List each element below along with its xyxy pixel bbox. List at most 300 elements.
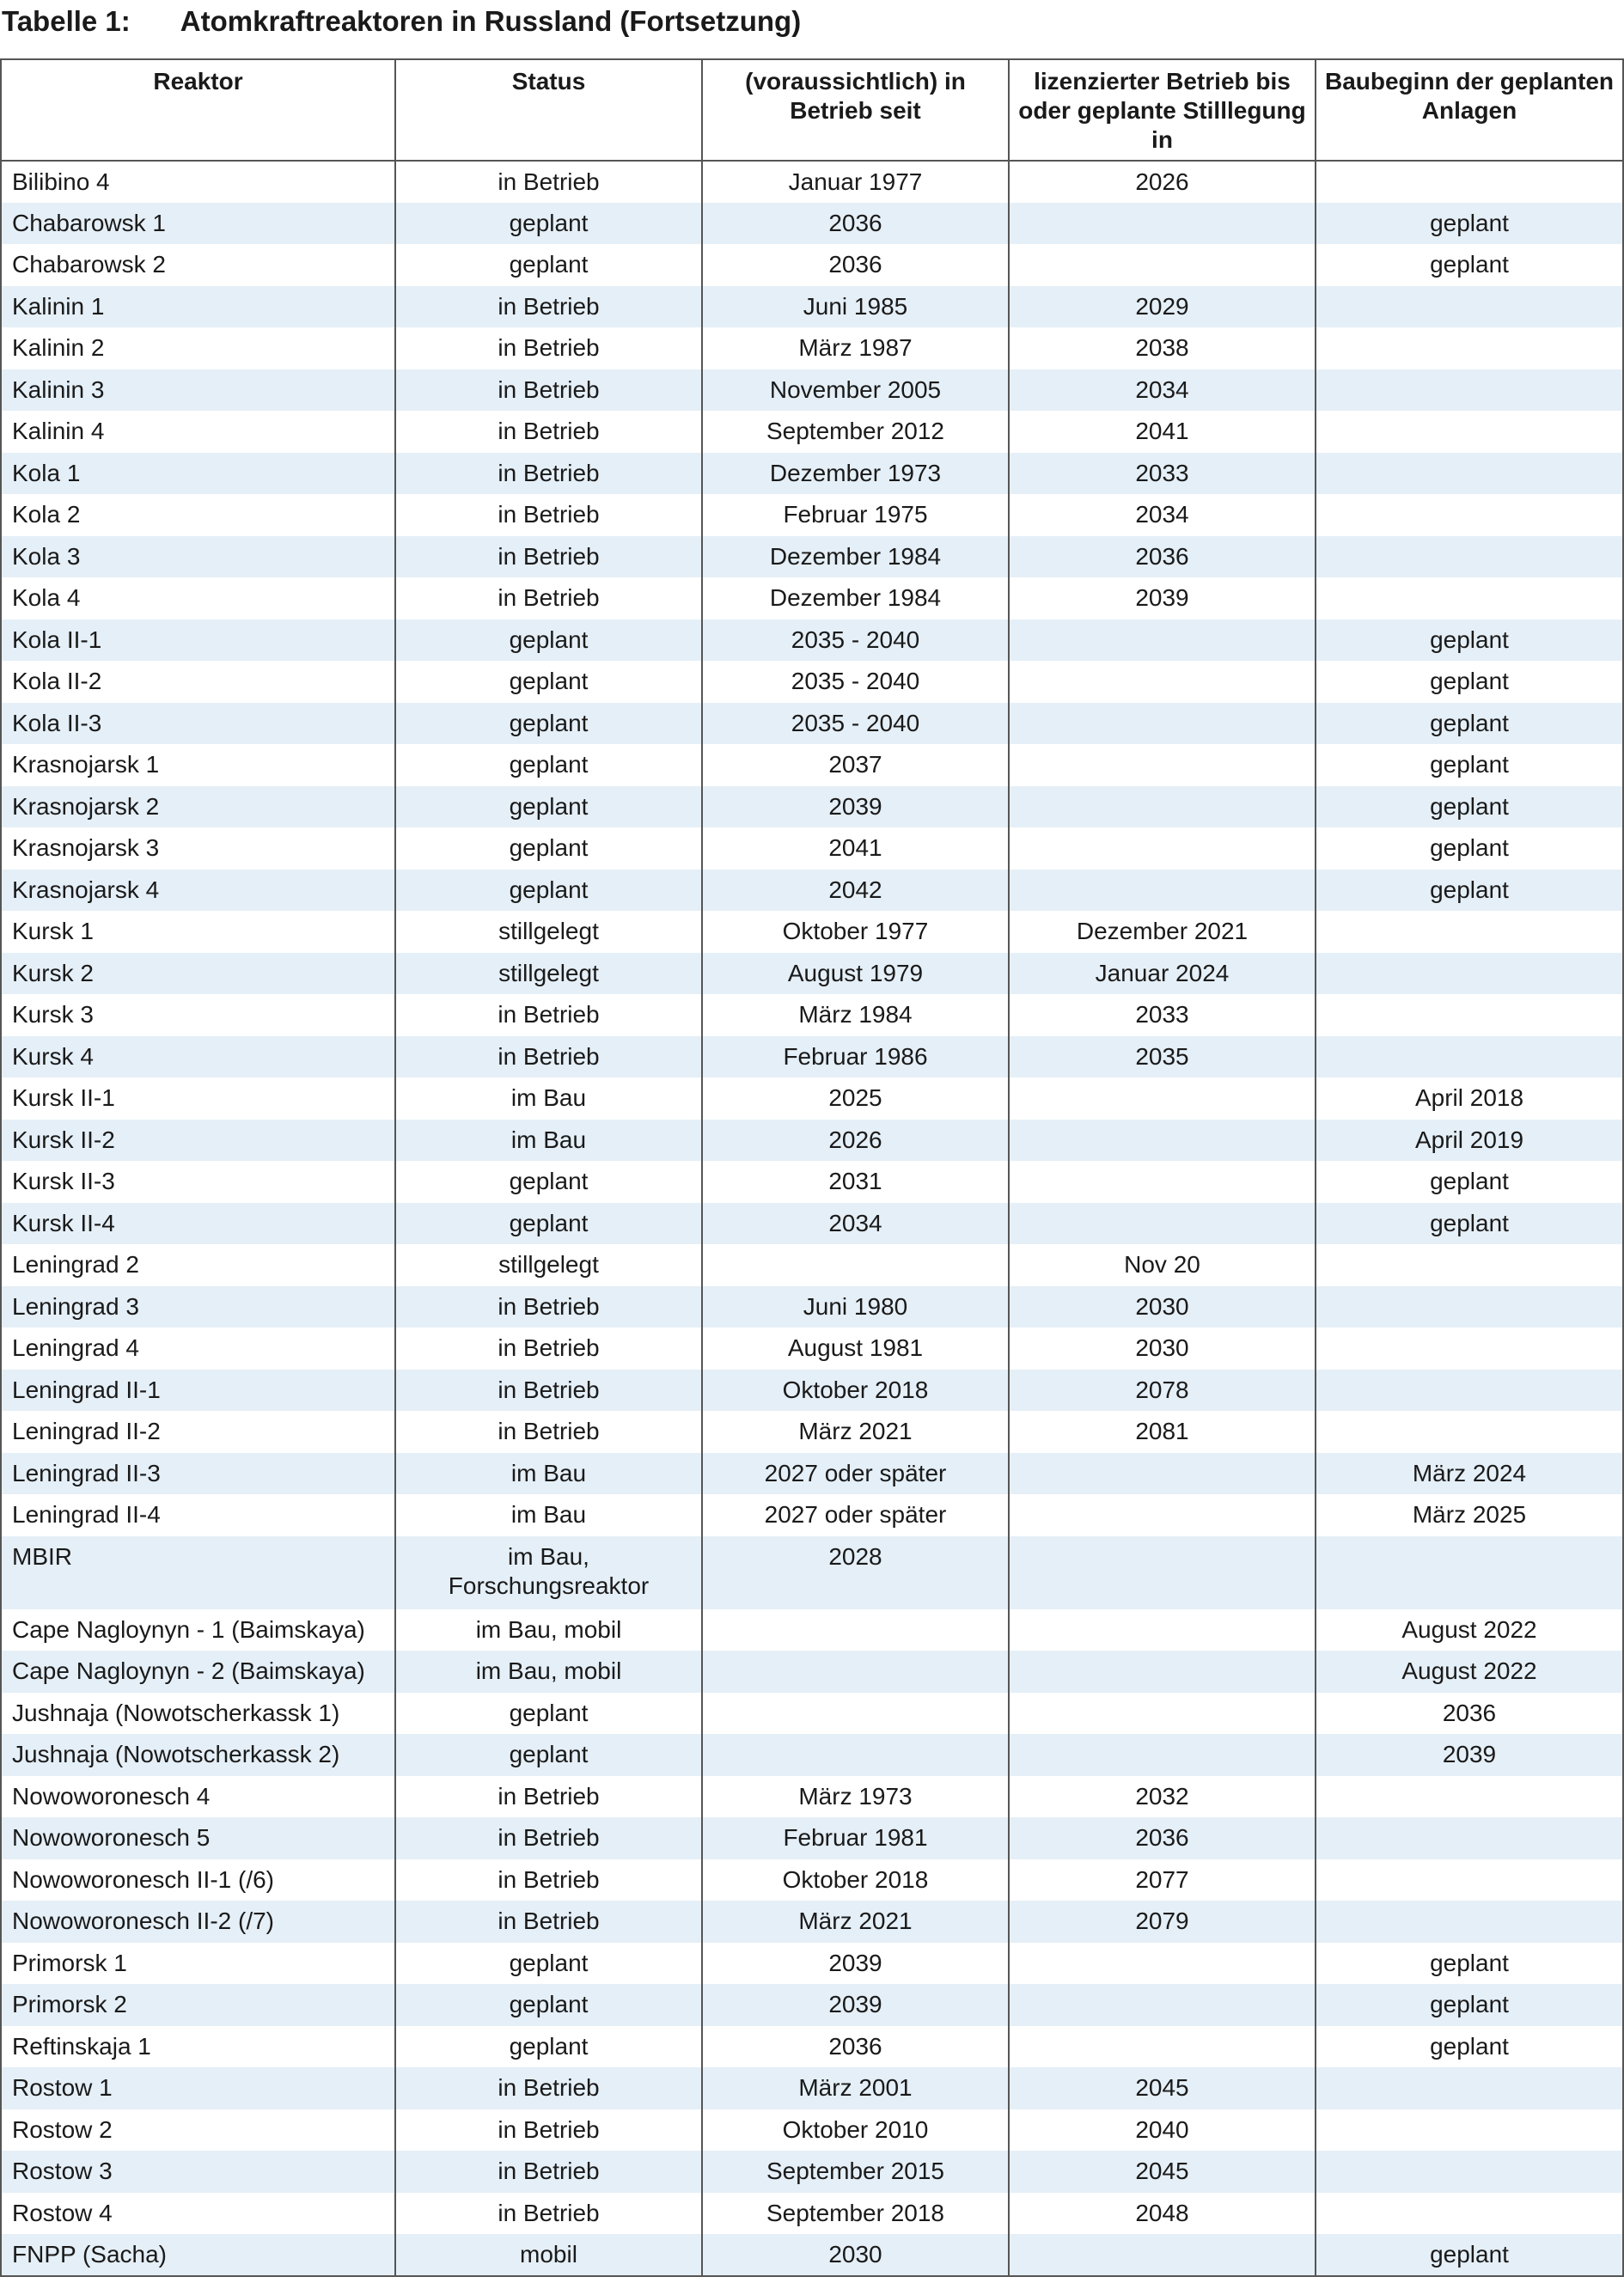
status-cell: in Betrieb [395,1901,702,1943]
in-betrieb-seit-cell: Februar 1986 [702,1036,1009,1078]
lizenz-bis-cell [1009,1984,1316,2026]
reaktor-cell: Rostow 2 [1,2109,395,2152]
table-row [1,1693,1623,1735]
status-cell: geplant [395,786,702,828]
reaktor-cell: Kursk II-4 [1,1203,395,1245]
status-cell: geplant [395,1984,702,2026]
reaktor-cell: Kola 4 [1,577,395,620]
table-row [1,161,1623,203]
in-betrieb-seit-cell: Februar 1975 [702,494,1009,536]
lizenz-bis-cell [1009,1120,1316,1162]
table-row [1,827,1623,870]
lizenz-bis-cell [1009,203,1316,245]
reaktor-cell: Krasnojarsk 4 [1,870,395,912]
reaktor-cell: Kola 3 [1,536,395,578]
status-cell: in Betrieb [395,494,702,536]
status-cell: im Bau, mobil [395,1651,702,1693]
lizenz-bis-cell [1009,1609,1316,1651]
header-in-betrieb-seit: (voraussichtlich) in Betrieb seit [702,59,1009,161]
reaktor-cell: Chabarowsk 2 [1,244,395,286]
reaktor-cell: Chabarowsk 1 [1,203,395,245]
reaktor-cell: Kursk II-1 [1,1077,395,1120]
status-cell: geplant [395,827,702,870]
table-row [1,2234,1623,2276]
baubeginn-cell: geplant [1430,1168,1509,1195]
reaktor-cell: Kursk 1 [1,911,395,953]
baubeginn-cell [1316,2151,1623,2193]
in-betrieb-seit-cell: März 1984 [702,994,1009,1036]
table-row [1,369,1623,412]
table-row [1,1494,1623,1536]
baubeginn-cell: geplant [1316,1203,1623,1245]
header-lizenzierter-betrieb: lizenzierter Betrieb bis oder geplante Stilllegung in [1009,59,1316,161]
lizenz-bis-cell [1009,620,1316,662]
table-row [1,1286,1623,1328]
table-row [1,1984,1623,2026]
status-cell: geplant [395,870,702,912]
reaktor-cell: Kola 2 [1,494,395,536]
in-betrieb-seit-cell: 2025 [702,1077,1009,1120]
in-betrieb-seit-cell: Dezember 1984 [702,536,1009,578]
table-row [1,911,1623,953]
baubeginn-cell [1316,2067,1623,2109]
lizenz-bis-cell [1009,1203,1316,1245]
status-cell: stillgelegt [395,911,702,953]
status-cell: im Bau [395,1453,702,1495]
reaktor-cell: Kola 1 [1,453,395,495]
status-cell: in Betrieb [395,1036,702,1078]
baubeginn-cell [1316,1776,1623,1818]
reaktor-cell: Kalinin 4 [1,411,395,453]
lizenz-bis-cell: 2030 [1009,1286,1316,1328]
baubeginn-cell [1316,1859,1623,1901]
reaktor-cell: Reftinskaja 1 [1,2026,395,2068]
table-row [1,786,1623,828]
reaktor-cell: Kursk 3 [1,994,395,1036]
in-betrieb-seit-cell: August 1979 [702,953,1009,995]
table-row [1,2026,1623,2068]
baubeginn-cell [1316,911,1623,953]
status-cell: geplant [395,1203,702,1245]
in-betrieb-seit-cell: 2039 [702,786,1009,828]
reaktor-cell: Krasnojarsk 3 [1,827,395,870]
lizenz-bis-cell [1009,827,1316,870]
header-baubeginn: Baubeginn der geplanten Anlagen [1316,59,1623,161]
status-cell: in Betrieb [395,2067,702,2109]
in-betrieb-seit-cell: September 2012 [702,411,1009,453]
header-status: Status [395,59,702,161]
in-betrieb-seit-cell: 2042 [702,870,1009,912]
baubeginn-cell [1316,1411,1623,1453]
table-row [1,994,1623,1036]
lizenz-bis-cell: 2045 [1009,2151,1316,2193]
reaktor-cell: FNPP (Sacha) [1,2234,395,2276]
baubeginn-cell: geplant [1316,620,1623,662]
table-row [1,2109,1623,2152]
lizenz-bis-cell: Dezember 2021 [1009,911,1316,953]
in-betrieb-seit-cell: 2036 [702,203,1009,245]
status-cell: geplant [395,1693,702,1735]
status-cell: geplant [395,1734,702,1776]
reaktor-cell: Jushnaja (Nowotscherkassk 1) [1,1693,395,1735]
lizenz-bis-cell [1009,703,1316,745]
in-betrieb-seit-cell [702,1734,1009,1776]
status-cell: in Betrieb [395,2109,702,2152]
table-row [1,1161,1623,1203]
lizenz-bis-cell: 2041 [1009,411,1316,453]
status-cell: geplant [395,1943,702,1985]
table-caption [2,5,801,38]
lizenz-bis-cell: 2032 [1009,1776,1316,1818]
baubeginn-cell: 2039 [1316,1734,1623,1776]
reaktor-cell: Kalinin 1 [1,286,395,328]
in-betrieb-seit-cell: März 2021 [702,1411,1009,1453]
in-betrieb-seit-cell: 2039 [702,1984,1009,2026]
in-betrieb-seit-cell: 2037 [702,744,1009,786]
table-body [1,161,1623,2276]
status-cell: in Betrieb [395,161,702,203]
lizenz-bis-cell: 2048 [1009,2193,1316,2235]
reaktor-cell: Primorsk 2 [1,1984,395,2026]
in-betrieb-seit-cell: Dezember 1973 [702,453,1009,495]
reaktor-cell: Nowoworonesch II-1 (/6) [1,1859,395,1901]
lizenz-bis-cell: 2077 [1009,1859,1316,1901]
status-cell: in Betrieb [395,2151,702,2193]
in-betrieb-seit-cell: 2036 [702,2026,1009,2068]
in-betrieb-seit-cell: Oktober 1977 [702,911,1009,953]
in-betrieb-seit-cell [702,1651,1009,1693]
table-row [1,1817,1623,1859]
reaktor-cell: Kola II-2 [1,661,395,703]
status-cell: im Bau, Forschungsreaktor [395,1536,702,1609]
in-betrieb-seit-cell: 2031 [702,1161,1009,1203]
in-betrieb-seit-cell [702,1609,1009,1651]
in-betrieb-seit-cell: 2035 - 2040 [702,661,1009,703]
table-row [1,1411,1623,1453]
table-row [1,1859,1623,1901]
status-cell: im Bau [395,1077,702,1120]
status-cell: stillgelegt [395,1244,702,1286]
baubeginn-cell [1316,1370,1623,1412]
lizenz-bis-cell: 2035 [1009,1036,1316,1078]
in-betrieb-seit-cell: Februar 1981 [702,1817,1009,1859]
baubeginn-cell: geplant [1316,703,1623,745]
baubeginn-cell: April 2019 [1316,1120,1623,1162]
reaktor-cell: Leningrad 4 [1,1328,395,1370]
baubeginn-cell [1316,369,1623,412]
table-row [1,244,1623,286]
table-header-row [1,59,1623,161]
table-row [1,411,1623,453]
baubeginn-cell [1316,577,1623,620]
table-row [1,1244,1623,1286]
status-cell: in Betrieb [395,369,702,412]
reaktor-cell: Cape Nagloynyn - 1 (Baimskaya) [1,1609,395,1651]
baubeginn-cell [1316,453,1623,495]
reaktor-cell: Kola II-3 [1,703,395,745]
in-betrieb-seit-cell: 2035 - 2040 [702,620,1009,662]
status-cell: im Bau [395,1120,702,1162]
status-cell: in Betrieb [395,1859,702,1901]
in-betrieb-seit-cell: Oktober 2018 [702,1370,1009,1412]
lizenz-bis-cell: 2038 [1009,327,1316,369]
in-betrieb-seit-cell: 2030 [702,2234,1009,2276]
baubeginn-cell [1316,327,1623,369]
status-cell: im Bau [395,1494,702,1536]
table-row [1,1328,1623,1370]
status-cell: geplant [395,1161,702,1203]
table-row [1,203,1623,245]
status-cell: in Betrieb [395,2193,702,2235]
status-cell: in Betrieb [395,327,702,369]
table-row [1,620,1623,662]
in-betrieb-seit-cell: Oktober 2018 [702,1859,1009,1901]
in-betrieb-seit-cell: 2035 - 2040 [702,703,1009,745]
reactor-table-container [0,58,1622,2277]
baubeginn-cell [1316,2109,1623,2152]
in-betrieb-seit-cell: 2036 [702,244,1009,286]
baubeginn-cell [1316,1901,1623,1943]
status-cell: geplant [395,744,702,786]
table-row [1,661,1623,703]
reaktor-cell: Cape Nagloynyn - 2 (Baimskaya) [1,1651,395,1693]
reaktor-cell: Kalinin 2 [1,327,395,369]
in-betrieb-seit-cell: 2041 [702,827,1009,870]
table-row [1,1203,1623,1245]
reaktor-cell: MBIR [1,1536,395,1609]
in-betrieb-seit-cell: August 1981 [702,1328,1009,1370]
status-cell: in Betrieb [395,536,702,578]
baubeginn-cell: geplant [1430,1949,1509,1976]
status-cell: geplant [395,203,702,245]
reaktor-cell: Rostow 3 [1,2151,395,2193]
lizenz-bis-cell: 2036 [1009,536,1316,578]
table-row [1,2193,1623,2235]
status-cell: in Betrieb [395,577,702,620]
lizenz-bis-cell: 2034 [1009,494,1316,536]
status-cell: in Betrieb [395,1328,702,1370]
reaktor-cell: Jushnaja (Nowotscherkassk 2) [1,1734,395,1776]
reaktor-cell: Primorsk 1 [1,1943,395,1985]
status-cell: in Betrieb [395,1411,702,1453]
lizenz-bis-cell [1009,2234,1316,2276]
lizenz-bis-cell [1009,744,1316,786]
in-betrieb-seit-cell: Januar 1977 [702,161,1009,203]
lizenz-bis-cell [1009,661,1316,703]
in-betrieb-seit-cell: März 2021 [702,1901,1009,1943]
reaktor-cell: Rostow 4 [1,2193,395,2235]
lizenz-bis-cell: 2029 [1009,286,1316,328]
baubeginn-cell: geplant [1316,786,1623,828]
in-betrieb-seit-cell: März 2001 [702,2067,1009,2109]
table-row [1,1609,1623,1651]
lizenz-bis-cell [1009,870,1316,912]
status-cell: in Betrieb [395,1817,702,1859]
in-betrieb-seit-cell: 2039 [702,1943,1009,1985]
baubeginn-cell: geplant [1430,834,1509,862]
table-row [1,1036,1623,1078]
reaktor-cell: Bilibino 4 [1,161,395,203]
baubeginn-cell: geplant [1430,751,1509,778]
reaktor-cell: Leningrad II-3 [1,1453,395,1495]
caption-title: Atomkraftreaktoren in Russland (Fortsetzung) [180,5,802,37]
table-row [1,744,1623,786]
lizenz-bis-cell: 2033 [1009,453,1316,495]
baubeginn-cell: März 2025 [1412,1501,1527,1529]
baubeginn-cell: geplant [1430,668,1509,695]
status-cell: in Betrieb [395,411,702,453]
lizenz-bis-cell: 2078 [1009,1370,1316,1412]
baubeginn-cell [1316,536,1623,578]
baubeginn-cell: 2036 [1442,1699,1497,1726]
lizenz-bis-cell [1009,1651,1316,1693]
table-row [1,1776,1623,1818]
in-betrieb-seit-cell: Oktober 2010 [702,2109,1009,2152]
table-row [1,1077,1623,1120]
lizenz-bis-cell [1009,1943,1316,1985]
baubeginn-cell [1316,1536,1623,1609]
status-cell: in Betrieb [395,286,702,328]
baubeginn-cell: geplant [1430,2032,1509,2060]
table-row [1,2067,1623,2109]
table-row [1,286,1623,328]
baubeginn-cell [1316,411,1623,453]
lizenz-bis-cell: 2026 [1009,161,1316,203]
status-cell: stillgelegt [395,953,702,995]
status-cell: geplant [395,661,702,703]
baubeginn-cell [1316,1328,1623,1370]
baubeginn-cell: April 2018 [1414,1084,1524,1112]
baubeginn-cell [1316,953,1623,995]
in-betrieb-seit-cell: Juni 1980 [702,1286,1009,1328]
in-betrieb-seit-cell: Juni 1985 [702,286,1009,328]
baubeginn-cell [1316,1036,1623,1078]
baubeginn-cell: August 2022 [1316,1651,1623,1693]
in-betrieb-seit-cell: 2027 oder später [702,1453,1009,1495]
lizenz-bis-cell: Nov 20 [1009,1244,1316,1286]
baubeginn-cell: geplant [1430,251,1509,278]
baubeginn-cell [1316,1817,1623,1859]
lizenz-bis-cell [1009,1161,1316,1203]
table-row [1,453,1623,495]
baubeginn-cell [1316,1244,1623,1286]
status-cell: im Bau, mobil [395,1609,702,1651]
reaktor-cell: Kursk II-3 [1,1161,395,1203]
baubeginn-cell: geplant [1316,2234,1623,2276]
lizenz-bis-cell [1009,1693,1316,1735]
reactor-table [0,58,1624,2277]
status-cell: mobil [395,2234,702,2276]
in-betrieb-seit-cell: März 1987 [702,327,1009,369]
lizenz-bis-cell [1009,1536,1316,1609]
in-betrieb-seit-cell: September 2015 [702,2151,1009,2193]
lizenz-bis-cell: 2079 [1009,1901,1316,1943]
baubeginn-cell: März 2024 [1316,1453,1623,1495]
baubeginn-cell [1316,994,1623,1036]
status-cell: geplant [395,703,702,745]
reaktor-cell: Leningrad II-2 [1,1411,395,1453]
reaktor-cell: Kursk 2 [1,953,395,995]
lizenz-bis-cell: 2040 [1009,2109,1316,2152]
reaktor-cell: Kursk II-2 [1,1120,395,1162]
baubeginn-cell: geplant [1316,870,1623,912]
reaktor-cell: Leningrad II-1 [1,1370,395,1412]
reaktor-cell: Kola II-1 [1,620,395,662]
table-row [1,1120,1623,1162]
table-row [1,536,1623,578]
status-cell: in Betrieb [395,994,702,1036]
lizenz-bis-cell: 2030 [1009,1328,1316,1370]
status-cell: in Betrieb [395,1370,702,1412]
table-row [1,1370,1623,1412]
in-betrieb-seit-cell [702,1693,1009,1735]
reaktor-cell: Rostow 1 [1,2067,395,2109]
status-cell: geplant [395,2026,702,2068]
table-row [1,1901,1623,1943]
in-betrieb-seit-cell: 2027 oder später [702,1494,1009,1536]
table-row [1,870,1623,912]
in-betrieb-seit-cell: 2028 [702,1536,1009,1609]
in-betrieb-seit-cell: 2026 [702,1120,1009,1162]
lizenz-bis-cell: 2039 [1009,577,1316,620]
status-cell: geplant [395,620,702,662]
table-row [1,1453,1623,1495]
lizenz-bis-cell: 2036 [1009,1817,1316,1859]
table-row [1,577,1623,620]
in-betrieb-seit-cell: November 2005 [702,369,1009,412]
reaktor-cell: Nowoworonesch II-2 (/7) [1,1901,395,1943]
table-row [1,2151,1623,2193]
reaktor-cell: Krasnojarsk 2 [1,786,395,828]
lizenz-bis-cell: 2034 [1009,369,1316,412]
table-row [1,703,1623,745]
reaktor-cell: Kalinin 3 [1,369,395,412]
status-cell: in Betrieb [395,1776,702,1818]
baubeginn-cell [1316,286,1623,328]
reaktor-cell: Nowoworonesch 5 [1,1817,395,1859]
lizenz-bis-cell: 2081 [1009,1411,1316,1453]
lizenz-bis-cell [1009,1494,1316,1536]
table-row [1,953,1623,995]
reaktor-cell: Leningrad II-4 [1,1494,395,1536]
table-row [1,327,1623,369]
header-reaktor: Reaktor [1,59,395,161]
baubeginn-cell [1316,161,1623,203]
table-row [1,1651,1623,1693]
status-cell: in Betrieb [395,1286,702,1328]
baubeginn-cell [1316,494,1623,536]
table-row [1,1943,1623,1985]
lizenz-bis-cell [1009,2026,1316,2068]
table-row [1,494,1623,536]
lizenz-bis-cell: Januar 2024 [1009,953,1316,995]
table-row [1,1536,1623,1609]
lizenz-bis-cell [1009,1734,1316,1776]
status-cell: geplant [395,244,702,286]
caption-label: Tabelle 1: [2,5,131,37]
reaktor-cell: Nowoworonesch 4 [1,1776,395,1818]
lizenz-bis-cell: 2045 [1009,2067,1316,2109]
lizenz-bis-cell [1009,244,1316,286]
lizenz-bis-cell [1009,786,1316,828]
baubeginn-cell [1316,2193,1623,2235]
reaktor-cell: Leningrad 3 [1,1286,395,1328]
reaktor-cell: Leningrad 2 [1,1244,395,1286]
in-betrieb-seit-cell [702,1244,1009,1286]
reaktor-cell: Kursk 4 [1,1036,395,1078]
lizenz-bis-cell: 2033 [1009,994,1316,1036]
table-row [1,1734,1623,1776]
